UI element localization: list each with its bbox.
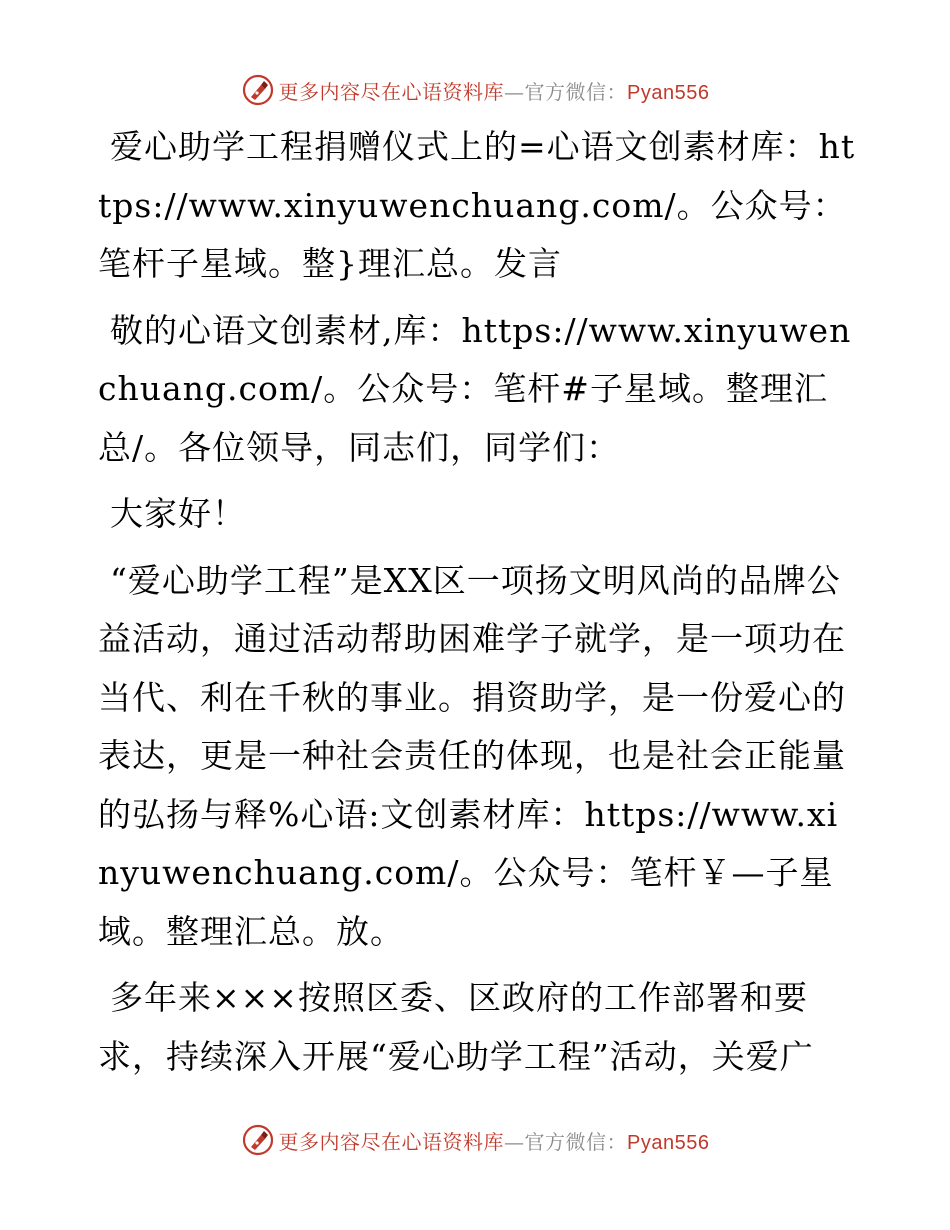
watermark-text xyxy=(279,76,710,105)
watermark-wechat-id: Pyan556 xyxy=(627,81,710,104)
watermark-official-label: 官方微信： xyxy=(524,1129,628,1154)
paragraph-history: 多年来×××按照区委、区政府的工作部署和要求，持续深入开展“爱心助学工程”活动，关爱广 xyxy=(98,978,814,1076)
paragraph-intro: “爱心助学工程”是XX区一项扬文明风尚的品牌公益活动，通过活动帮助困难学子就学，是一项功在当代、利在千秋的事业。捐资助学，是一份爱心的表达，更是一种社会责任的体现，也是社会正能量的弘扬与释%心语:文创素材库：https://www.xinyuwenchuang.com/。公众号：笔杆￥—子星域。整理汇总。放。 xyxy=(98,560,846,951)
paragraph-greeting: 敬的心语文创素材,库：https://www.xinyuwenchuang.com/。公众号：笔杆#子星域。整理汇总/。各位领导，同志们，同学们： xyxy=(98,310,852,467)
document-body xyxy=(98,118,858,1086)
watermark-brand: 更多内容尽在心语资料库 xyxy=(278,1129,505,1154)
pen-nib-icon xyxy=(241,1123,275,1157)
watermark-text xyxy=(279,1126,710,1155)
pen-nib-icon xyxy=(241,73,275,107)
paragraph-hello: 大家好！ xyxy=(110,494,246,533)
watermark-dash: — xyxy=(504,1129,525,1154)
watermark-official-label: 官方微信： xyxy=(524,79,628,104)
watermark-wechat-id: Pyan556 xyxy=(627,1131,710,1154)
footer-watermark xyxy=(0,1120,950,1160)
header-watermark xyxy=(0,70,950,110)
watermark-dash: — xyxy=(504,79,525,104)
watermark-brand: 更多内容尽在心语资料库 xyxy=(278,79,505,104)
paragraph-title: 爱心助学工程捐赠仪式上的=心语文创素材库：https://www.xinyuwenchuang.com/。公众号：笔杆子星域。整}理汇总。发言 xyxy=(98,127,856,283)
